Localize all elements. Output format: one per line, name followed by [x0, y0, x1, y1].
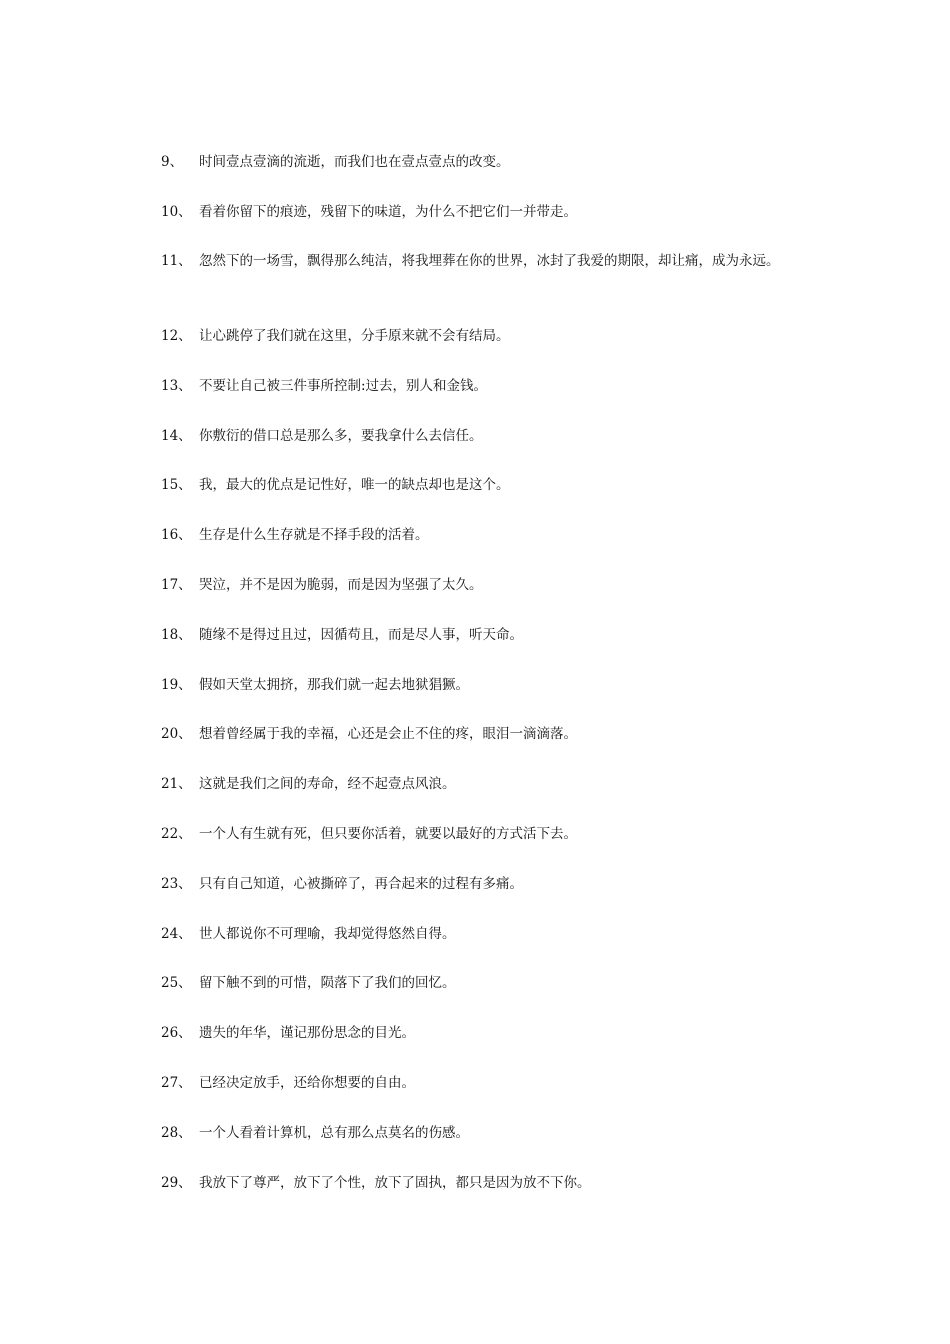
item-number: 21、 — [161, 776, 192, 792]
list-item — [145, 247, 817, 276]
item-number: 12、 — [161, 328, 192, 344]
item-number: 15、 — [161, 477, 192, 493]
item-number: 10、 — [161, 204, 192, 220]
item-text: 遗失的年华，谨记那份思念的目光。 — [199, 1025, 415, 1041]
item-text: 你敷衍的借口总是那么多，要我拿什么去信任。 — [199, 428, 483, 444]
item-text: 哭泣，并不是因为脆弱，而是因为坚强了太久。 — [199, 577, 483, 593]
list-item — [145, 372, 817, 401]
list-item — [145, 969, 817, 998]
item-number: 9、 — [161, 154, 184, 170]
item-text: 让心跳停了我们就在这里，分手原来就不会有结局。 — [199, 328, 510, 344]
item-number: 11、 — [161, 253, 192, 269]
item-text: 不要让自己被三件事所控制:过去，别人和金钱。 — [199, 378, 488, 394]
list-item — [145, 471, 817, 500]
item-text: 时间壹点壹滴的流逝，而我们也在壹点壹点的改变。 — [199, 154, 510, 170]
item-text: 忽然下的一场雪，飘得那么纯洁，将我埋葬在你的世界，冰封了我爱的期限，却让痛，成为永远。 — [199, 253, 780, 269]
item-number: 28、 — [161, 1125, 192, 1141]
list-item — [145, 198, 817, 227]
item-text: 只有自己知道，心被撕碎了，再合起来的过程有多痛。 — [199, 876, 523, 892]
item-number: 17、 — [161, 577, 192, 593]
item-number: 25、 — [161, 975, 192, 991]
item-text: 我，最大的优点是记性好，唯一的缺点却也是这个。 — [199, 477, 510, 493]
item-number: 27、 — [161, 1075, 192, 1091]
item-text: 看着你留下的痕迹，残留下的味道，为什么不把它们一并带走。 — [199, 204, 577, 220]
item-number: 24、 — [161, 926, 192, 942]
item-number: 20、 — [161, 726, 192, 742]
item-number: 16、 — [161, 527, 192, 543]
item-text: 留下触不到的可惜，陨落下了我们的回忆。 — [199, 975, 456, 991]
item-number: 26、 — [161, 1025, 192, 1041]
item-number: 19、 — [161, 677, 192, 693]
list-item — [145, 870, 817, 899]
item-text: 生存是什么生存就是不择手段的活着。 — [199, 527, 429, 543]
list-item — [145, 148, 817, 177]
item-text: 想着曾经属于我的幸福，心还是会止不住的疼，眼泪一滴滴落。 — [199, 726, 577, 742]
item-number: 22、 — [161, 826, 192, 842]
list-item — [145, 1169, 817, 1198]
item-text: 随缘不是得过且过，因循苟且，而是尽人事，听天命。 — [199, 627, 523, 643]
item-text: 假如天堂太拥挤，那我们就一起去地狱猖獗。 — [199, 677, 469, 693]
item-number: 23、 — [161, 876, 192, 892]
item-text: 一个人有生就有死，但只要你活着，就要以最好的方式活下去。 — [199, 826, 577, 842]
list-item — [145, 1069, 817, 1098]
list-item — [145, 920, 817, 949]
list-item — [145, 820, 817, 849]
item-number: 14、 — [161, 428, 192, 444]
list-item — [145, 671, 817, 700]
list-item — [145, 571, 817, 600]
list-item — [145, 1019, 817, 1048]
item-text: 世人都说你不可理喻，我却觉得悠然自得。 — [199, 926, 456, 942]
list-item — [145, 422, 817, 451]
list-item — [145, 521, 817, 550]
item-text: 一个人看着计算机，总有那么点莫名的伤感。 — [199, 1125, 469, 1141]
item-number: 13、 — [161, 378, 192, 394]
list-item — [145, 1119, 817, 1148]
item-text: 这就是我们之间的寿命，经不起壹点风浪。 — [199, 776, 456, 792]
item-text: 已经决定放手，还给你想要的自由。 — [199, 1075, 415, 1091]
list-item — [145, 322, 817, 351]
item-number: 29、 — [161, 1175, 192, 1191]
list-item — [145, 720, 817, 749]
item-number: 18、 — [161, 627, 192, 643]
list-item — [145, 770, 817, 799]
list-item — [145, 621, 817, 650]
item-text: 我放下了尊严，放下了个性，放下了固执，都只是因为放不下你。 — [199, 1175, 591, 1191]
